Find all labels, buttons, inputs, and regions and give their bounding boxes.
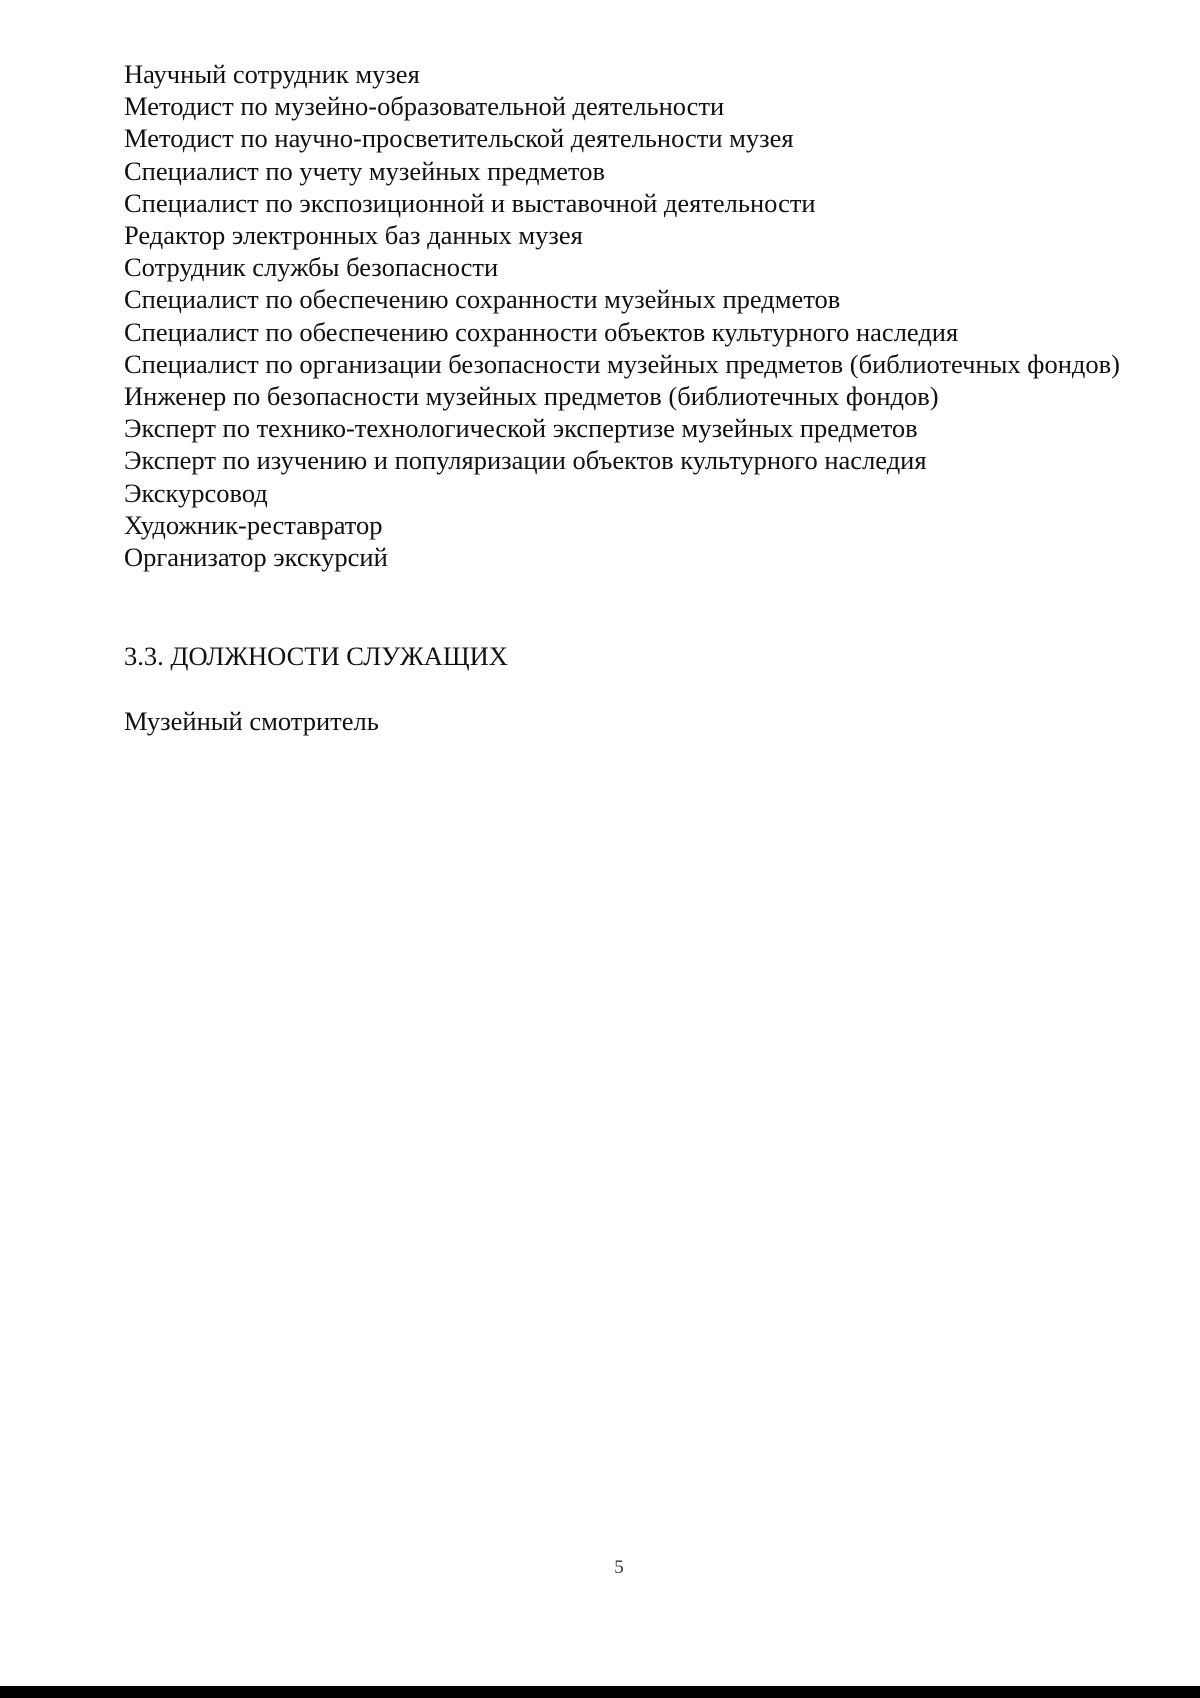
list-item: Эксперт по изучению и популяризации объектов культурного наследия [124, 445, 927, 476]
list-item: Сотрудник службы безопасности [124, 252, 499, 283]
list-item: Экскурсовод [124, 477, 268, 508]
list-item: Научный сотрудник музея [124, 59, 420, 89]
list-item: Специалист по обеспечению сохранности музейных предметов [124, 284, 841, 315]
positions-list [124, 58, 1120, 573]
list-item: Специалист по организации безопасности музейных предметов (библиотечных фондов) [124, 348, 1120, 379]
list-item: Инженер по безопасности музейных предметов (библиотечных фондов) [124, 381, 939, 412]
list-item: Специалист по экспозиционной и выставочной деятельности [124, 187, 816, 218]
list-item: Музейный смотритель [124, 706, 379, 736]
list-item: Специалист по учету музейных предметов [124, 155, 605, 186]
list-item: Эксперт по технико-технологической экспертизе музейных предметов [124, 413, 918, 444]
list-item: Художник-реставратор [124, 509, 383, 540]
list-item: Организатор экскурсий [124, 542, 388, 573]
list-item: Редактор электронных баз данных музея [124, 220, 583, 251]
list-item: Специалист по обеспечению сохранности объектов культурного наследия [124, 316, 959, 347]
list-item: Методист по научно-просветительской деятельности музея [124, 123, 794, 154]
scan-border [0, 1686, 1200, 1698]
page-number: 5 [614, 1557, 624, 1578]
staff-list [124, 705, 379, 737]
list-item: Методист по музейно-образовательной деятельности [124, 91, 725, 122]
section-heading: 3.3. ДОЛЖНОСТИ СЛУЖАЩИХ [124, 641, 508, 671]
